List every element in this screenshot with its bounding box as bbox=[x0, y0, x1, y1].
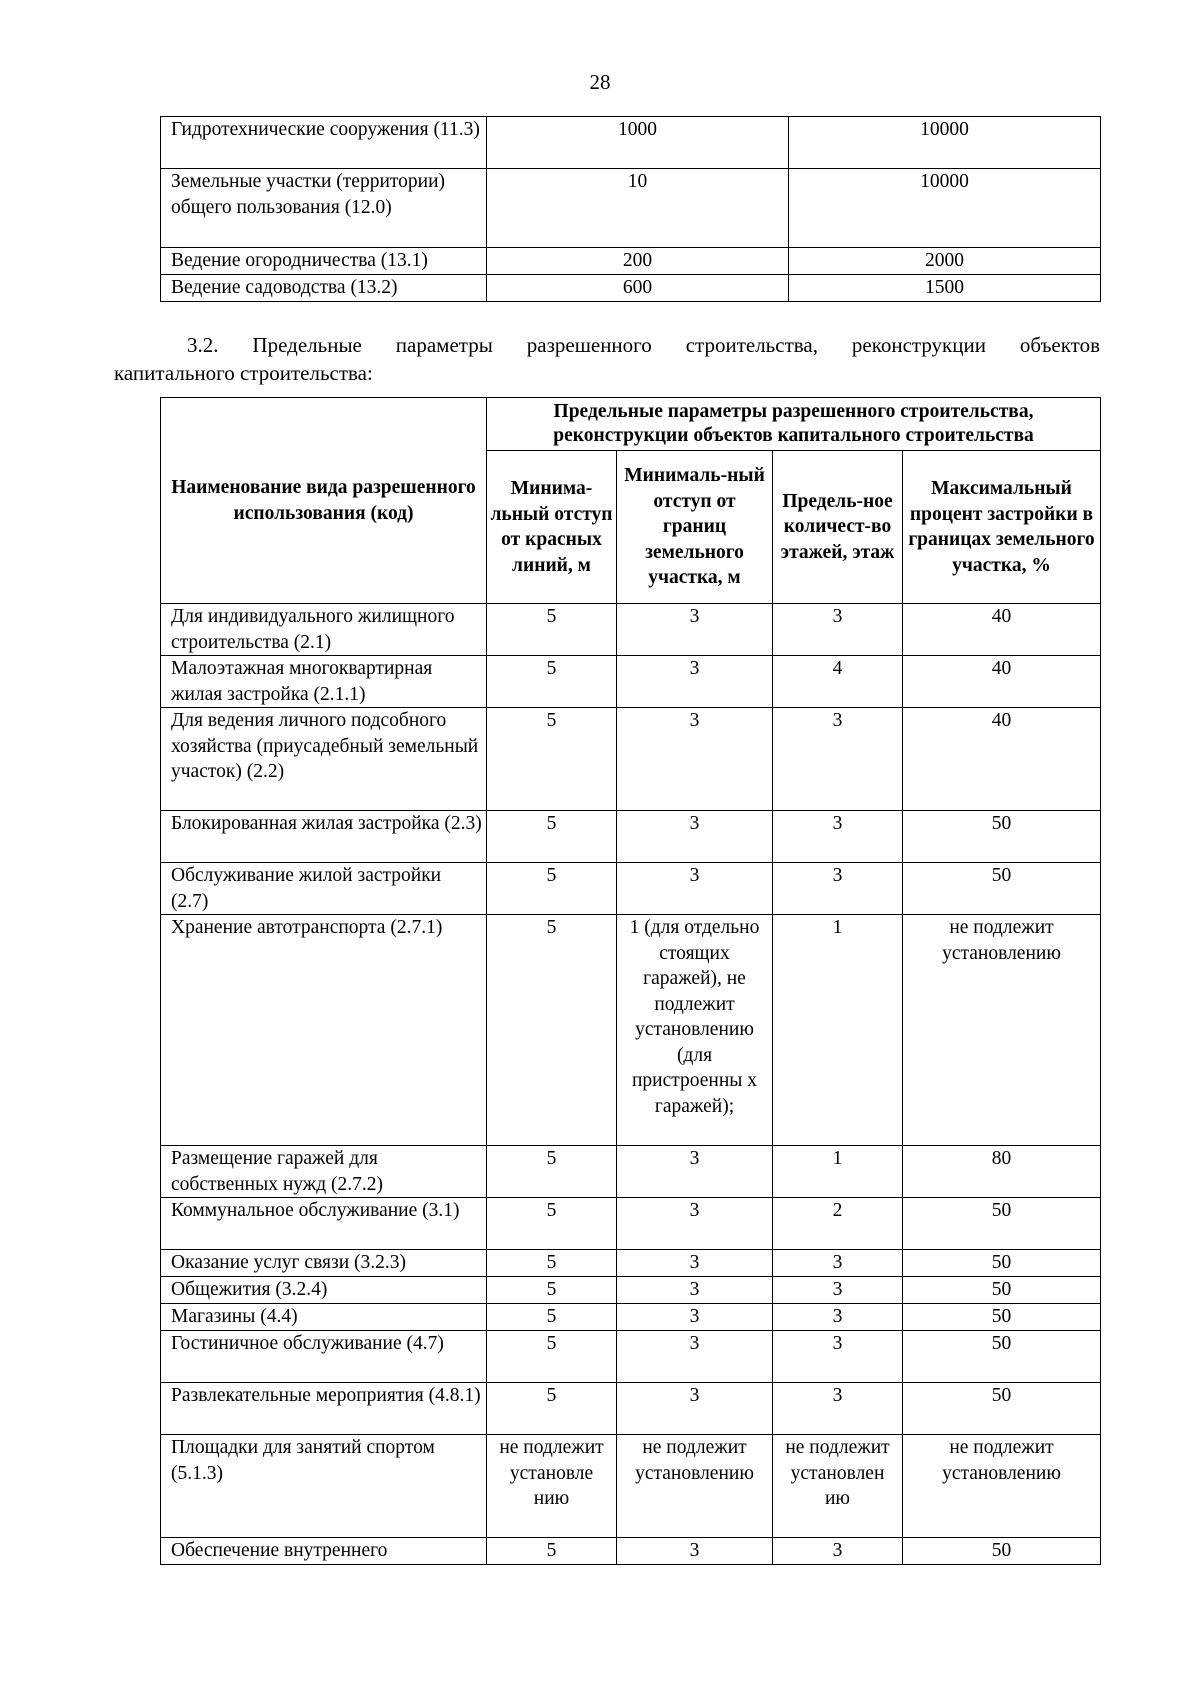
cell-max-coverage: 40 bbox=[903, 656, 1101, 708]
table-row bbox=[161, 1331, 1101, 1383]
cell-max-floors: 3 bbox=[773, 708, 903, 811]
row-name: Коммунальное обслуживание (3.1) bbox=[161, 1198, 487, 1250]
min-area: 10 bbox=[487, 169, 789, 248]
cell-max-coverage: 50 bbox=[903, 1277, 1101, 1304]
header-min-red-lines: Минима-льный отступ от красных линий, м bbox=[487, 451, 617, 604]
cell-min-red-lines: 5 bbox=[487, 1538, 617, 1565]
min-area: 1000 bbox=[487, 117, 789, 169]
row-name: Ведение садоводства (13.2) bbox=[161, 275, 487, 302]
cell-min-plot-border: 3 bbox=[617, 604, 773, 656]
cell-max-floors: 1 bbox=[773, 915, 903, 1146]
page-number: 28 bbox=[589, 70, 611, 94]
row-name: Обеспечение внутреннего bbox=[161, 1538, 487, 1565]
cell-min-red-lines: 5 bbox=[487, 863, 617, 915]
cell-max-floors: 3 bbox=[773, 1538, 903, 1565]
table-row bbox=[161, 1383, 1101, 1435]
cell-min-plot-border: 3 bbox=[617, 1250, 773, 1277]
row-name: Общежития (3.2.4) bbox=[161, 1277, 487, 1304]
cell-max-coverage: 80 bbox=[903, 1146, 1101, 1198]
row-name: Блокированная жилая застройка (2.3) bbox=[161, 811, 487, 863]
max-area: 1500 bbox=[789, 275, 1101, 302]
table-row bbox=[161, 117, 1101, 169]
cell-max-coverage: 50 bbox=[903, 1198, 1101, 1250]
cell-min-plot-border: 3 bbox=[617, 656, 773, 708]
table-row bbox=[161, 275, 1101, 302]
table-row bbox=[161, 863, 1101, 915]
table-row bbox=[161, 1250, 1101, 1277]
max-area: 2000 bbox=[789, 248, 1101, 275]
header-max-coverage: Максимальный процент застройки в границах земельного участка, % bbox=[903, 451, 1101, 604]
cell-max-coverage: 50 bbox=[903, 811, 1101, 863]
table-row bbox=[161, 604, 1101, 656]
cell-max-floors: 2 bbox=[773, 1198, 903, 1250]
header-min-plot-border: Минималь-ный отступ от границ земельного участка, м bbox=[617, 451, 773, 604]
row-name: Оказание услуг связи (3.2.3) bbox=[161, 1250, 487, 1277]
cell-min-plot-border: 3 bbox=[617, 1331, 773, 1383]
construction-parameters-table bbox=[160, 397, 1101, 1565]
table-row bbox=[161, 248, 1101, 275]
cell-max-floors: 3 bbox=[773, 1250, 903, 1277]
section-heading-line: 3.2. Предельные параметры разрешенного строительства, реконструкции объектов bbox=[187, 333, 1100, 357]
row-name: Обслуживание жилой застройки (2.7) bbox=[161, 863, 487, 915]
min-area: 200 bbox=[487, 248, 789, 275]
row-name: Земельные участки (территории) общего пользования (12.0) bbox=[161, 169, 487, 248]
row-name: Гидротехнические сооружения (11.3) bbox=[161, 117, 487, 169]
cell-min-red-lines: не подлежит установле нию bbox=[487, 1435, 617, 1538]
cell-max-coverage: 50 bbox=[903, 1250, 1101, 1277]
cell-min-red-lines: 5 bbox=[487, 708, 617, 811]
header-group: Предельные параметры разрешенного строительства, реконструкции объектов капитального строительства bbox=[487, 398, 1101, 451]
land-plot-size-table bbox=[160, 116, 1101, 302]
cell-max-coverage: не подлежит установлению bbox=[903, 1435, 1101, 1538]
table-row bbox=[161, 708, 1101, 811]
cell-max-floors: не подлежит установлен ию bbox=[773, 1435, 903, 1538]
cell-min-plot-border: 3 bbox=[617, 1277, 773, 1304]
cell-min-plot-border: 3 bbox=[617, 1198, 773, 1250]
row-name: Хранение автотранспорта (2.7.1) bbox=[161, 915, 487, 1146]
cell-max-coverage: не подлежит установлению bbox=[903, 915, 1101, 1146]
cell-max-floors: 3 bbox=[773, 863, 903, 915]
cell-max-floors: 1 bbox=[773, 1146, 903, 1198]
table-row bbox=[161, 656, 1101, 708]
cell-max-floors: 3 bbox=[773, 1277, 903, 1304]
cell-min-plot-border: 3 bbox=[617, 863, 773, 915]
cell-max-coverage: 50 bbox=[903, 1331, 1101, 1383]
cell-min-red-lines: 5 bbox=[487, 915, 617, 1146]
row-name: Для индивидуального жилищного строительства (2.1) bbox=[161, 604, 487, 656]
table-row bbox=[161, 1304, 1101, 1331]
max-area: 10000 bbox=[789, 169, 1101, 248]
cell-min-plot-border: не подлежит установлению bbox=[617, 1435, 773, 1538]
cell-min-plot-border: 3 bbox=[617, 811, 773, 863]
cell-min-plot-border: 3 bbox=[617, 1383, 773, 1435]
cell-max-coverage: 50 bbox=[903, 1304, 1101, 1331]
cell-min-red-lines: 5 bbox=[487, 1331, 617, 1383]
section-heading-continuation: капитального строительства: bbox=[114, 361, 373, 385]
cell-min-plot-border: 3 bbox=[617, 1538, 773, 1565]
cell-min-red-lines: 5 bbox=[487, 1198, 617, 1250]
row-name: Для ведения личного подсобного хозяйства (приусадебный земельный участок) (2.2) bbox=[161, 708, 487, 811]
row-name: Развлекательные мероприятия (4.8.1) bbox=[161, 1383, 487, 1435]
table-row bbox=[161, 1146, 1101, 1198]
cell-max-coverage: 50 bbox=[903, 1538, 1101, 1565]
cell-min-red-lines: 5 bbox=[487, 1383, 617, 1435]
cell-min-red-lines: 5 bbox=[487, 656, 617, 708]
cell-min-plot-border: 3 bbox=[617, 708, 773, 811]
table-row bbox=[161, 1277, 1101, 1304]
section-paragraph bbox=[114, 331, 1100, 387]
cell-max-floors: 4 bbox=[773, 656, 903, 708]
cell-max-coverage: 50 bbox=[903, 1383, 1101, 1435]
cell-max-floors: 3 bbox=[773, 1331, 903, 1383]
row-name: Площадки для занятий спортом (5.1.3) bbox=[161, 1435, 487, 1538]
cell-max-floors: 3 bbox=[773, 1304, 903, 1331]
cell-min-red-lines: 5 bbox=[487, 604, 617, 656]
cell-min-red-lines: 5 bbox=[487, 811, 617, 863]
cell-max-coverage: 40 bbox=[903, 604, 1101, 656]
table-row bbox=[161, 811, 1101, 863]
cell-min-red-lines: 5 bbox=[487, 1250, 617, 1277]
table-row bbox=[161, 1435, 1101, 1538]
cell-min-red-lines: 5 bbox=[487, 1277, 617, 1304]
cell-min-red-lines: 5 bbox=[487, 1304, 617, 1331]
cell-max-floors: 3 bbox=[773, 1383, 903, 1435]
row-name: Малоэтажная многоквартирная жилая застройка (2.1.1) bbox=[161, 656, 487, 708]
row-name: Ведение огородничества (13.1) bbox=[161, 248, 487, 275]
cell-max-floors: 3 bbox=[773, 811, 903, 863]
row-name: Магазины (4.4) bbox=[161, 1304, 487, 1331]
max-area: 10000 bbox=[789, 117, 1101, 169]
cell-min-plot-border: 3 bbox=[617, 1146, 773, 1198]
table-row bbox=[161, 1198, 1101, 1250]
cell-min-red-lines: 5 bbox=[487, 1146, 617, 1198]
table-row bbox=[161, 169, 1101, 248]
cell-min-plot-border: 3 bbox=[617, 1304, 773, 1331]
table-header-row bbox=[161, 398, 1101, 451]
row-name: Гостиничное обслуживание (4.7) bbox=[161, 1331, 487, 1383]
row-name: Размещение гаражей для собственных нужд (2.7.2) bbox=[161, 1146, 487, 1198]
header-max-floors: Предель-ное количест-во этажей, этаж bbox=[773, 451, 903, 604]
table-row bbox=[161, 915, 1101, 1146]
cell-max-floors: 3 bbox=[773, 604, 903, 656]
table-row bbox=[161, 1538, 1101, 1565]
cell-max-coverage: 50 bbox=[903, 863, 1101, 915]
cell-max-coverage: 40 bbox=[903, 708, 1101, 811]
header-name: Наименование вида разрешенного использования (код) bbox=[161, 398, 487, 604]
min-area: 600 bbox=[487, 275, 789, 302]
cell-min-plot-border: 1 (для отдельно стоящих гаражей), не подлежит установлению (для пристроенны х гаражей); bbox=[617, 915, 773, 1146]
